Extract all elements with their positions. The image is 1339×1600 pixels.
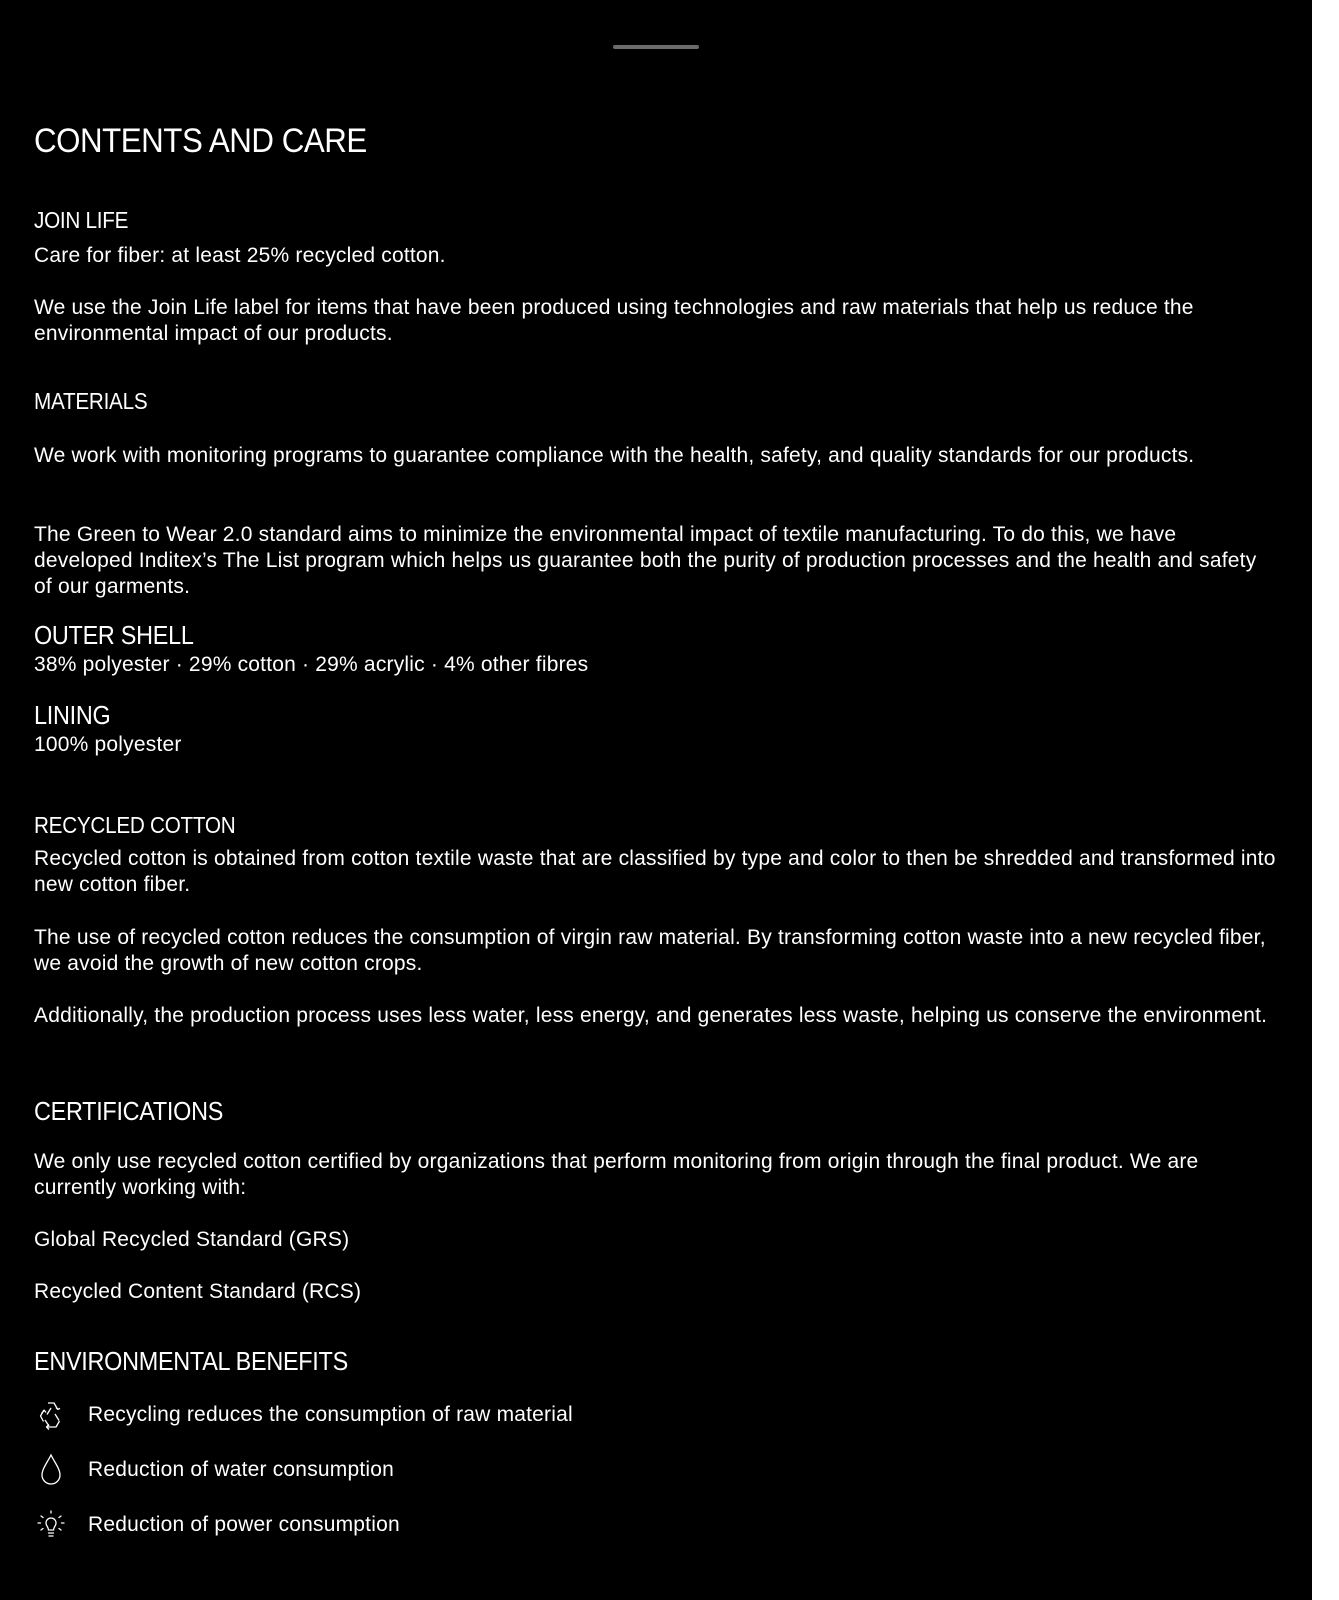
benefit-item	[34, 1508, 400, 1542]
join-life-fiber-text: Care for fiber: at least 25% recycled cotton.	[34, 244, 446, 267]
water-drop-icon	[34, 1453, 68, 1487]
benefit-item	[34, 1398, 573, 1432]
environmental-benefits-heading: ENVIRONMENTAL BENEFITS	[34, 1346, 348, 1376]
certification-item: Recycled Content Standard (RCS)	[34, 1280, 362, 1303]
join-life-heading: JOIN LIFE	[34, 207, 129, 233]
benefit-label: Reduction of water consumption	[88, 1458, 394, 1481]
recycled-cotton-heading: RECYCLED COTTON	[34, 812, 236, 838]
recycled-cotton-paragraph-2: The use of recycled cotton reduces the consumption of virgin raw material. By transforming cotton waste into a new recycled fiber, we avoid the growth of new cotton crops.	[34, 926, 1266, 975]
certifications-heading: CERTIFICATIONS	[34, 1096, 224, 1126]
materials-paragraph-2: The Green to Wear 2.0 standard aims to minimize the environmental impact of textile manufacturing. To do this, we have developed Inditex’s The List program which helps us guarantee both the purity of production processes and the health and safety of our garments.	[34, 523, 1257, 598]
lining-composition: 100% polyester	[34, 733, 182, 756]
certification-item: Global Recycled Standard (GRS)	[34, 1228, 350, 1251]
outer-shell-heading: OUTER SHELL	[34, 620, 194, 650]
certifications-paragraph: We only use recycled cotton certified by organizations that perform monitoring from origin through the final product. We are currently working with:	[34, 1150, 1199, 1199]
benefit-label: Reduction of power consumption	[88, 1513, 400, 1536]
lining-heading: LINING	[34, 700, 111, 730]
materials-heading: MATERIALS	[34, 388, 148, 414]
recycled-cotton-paragraph-1: Recycled cotton is obtained from cotton textile waste that are classified by type and color to then be shredded and transformed into new cotton fiber.	[34, 847, 1276, 896]
lightbulb-icon	[34, 1508, 68, 1542]
page-title: CONTENTS AND CARE	[34, 122, 367, 160]
benefit-item	[34, 1453, 394, 1487]
benefit-label: Recycling reduces the consumption of raw material	[88, 1403, 573, 1426]
materials-paragraph-1: We work with monitoring programs to guarantee compliance with the health, safety, and quality standards for our products.	[34, 444, 1195, 467]
sheet-drag-handle[interactable]	[613, 45, 699, 49]
recycled-cotton-paragraph-3: Additionally, the production process uses less water, less energy, and generates less waste, helping us conserve the environment.	[34, 1004, 1268, 1027]
join-life-description: We use the Join Life label for items that have been produced using technologies and raw materials that help us reduce the environmental impact of our products.	[34, 296, 1194, 345]
outer-shell-composition: 38% polyester · 29% cotton · 29% acrylic · 4% other fibres	[34, 653, 589, 676]
recycle-icon	[34, 1398, 68, 1432]
page-edge	[1312, 0, 1339, 1600]
